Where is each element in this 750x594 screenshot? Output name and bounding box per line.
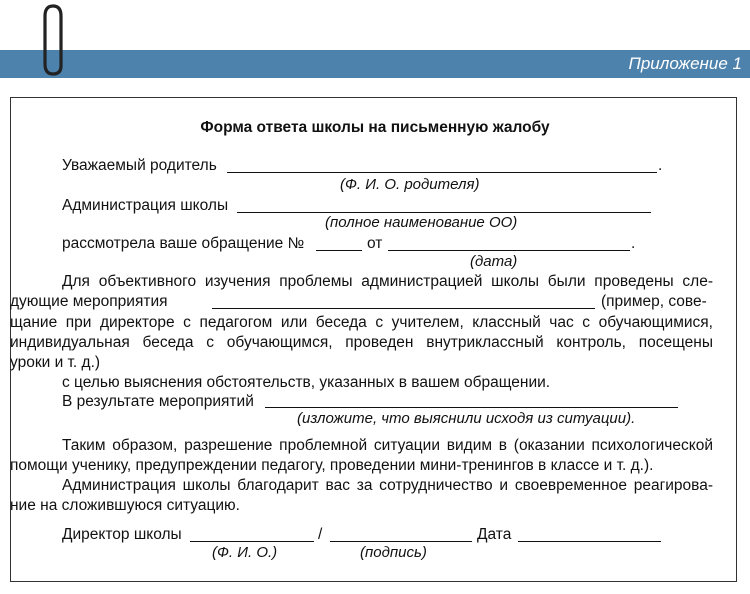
hint-result: (изложите, что выяснили исходя из ситуации). bbox=[297, 410, 636, 427]
signature-line[interactable] bbox=[330, 541, 472, 542]
paperclip-icon bbox=[35, 2, 71, 76]
from-label: от bbox=[367, 235, 383, 252]
hint-parent-name: (Ф. И. О. родителя) bbox=[340, 176, 480, 193]
form-title: Форма ответа школы на письменную жалобу bbox=[200, 119, 550, 136]
greeting-label: Уважаемый родитель bbox=[62, 157, 217, 174]
greeting-period: . bbox=[658, 157, 663, 174]
org-name-line[interactable] bbox=[237, 212, 651, 213]
hint-signature: (подпись) bbox=[360, 544, 427, 561]
date-label: Дата bbox=[477, 526, 512, 543]
appendix-label: Приложение 1 bbox=[628, 54, 742, 73]
p4-line1: Администрация школы благодарит вас за сотрудничество и своевременное реагирова- bbox=[62, 477, 713, 494]
p1-line2-end: (пример, сове- bbox=[601, 293, 707, 310]
slash-separator: / bbox=[318, 526, 323, 543]
request-number-line[interactable] bbox=[316, 250, 362, 251]
sign-date-line[interactable] bbox=[518, 541, 661, 542]
parent-name-line[interactable] bbox=[227, 172, 657, 173]
reviewed-period: . bbox=[631, 235, 636, 252]
admin-label: Администрация школы bbox=[62, 197, 229, 214]
p2-line: с целью выяснения обстоятельств, указанных в вашем обращении. bbox=[62, 374, 551, 391]
p1-line1: Для объективного изучения проблемы администрацией школы были проведены сле- bbox=[62, 273, 713, 290]
hint-org-name: (полное наименование ОО) bbox=[325, 214, 518, 231]
hint-date: (дата) bbox=[470, 253, 518, 270]
result-label: В результате мероприятий bbox=[62, 393, 254, 410]
p3-line1: Таким образом, разрешение проблемной ситуации видим в (оказании психологической bbox=[62, 437, 713, 454]
request-date-line[interactable] bbox=[388, 250, 630, 251]
result-line[interactable] bbox=[265, 407, 678, 408]
director-fio-line[interactable] bbox=[190, 541, 314, 542]
reviewed-label: рассмотрела ваше обращение № bbox=[62, 235, 305, 252]
director-label: Директор школы bbox=[62, 526, 182, 543]
hint-fio: (Ф. И. О.) bbox=[212, 544, 278, 561]
p1-line3: щание при директоре с педагогом или беседа с учителем, классный час с обучающимися, bbox=[10, 314, 713, 331]
activities-line[interactable] bbox=[212, 308, 595, 309]
p1-line2-start: дующие мероприятия bbox=[10, 293, 168, 310]
p1-line5: уроки и т. д.) bbox=[10, 354, 101, 371]
p4-line2: ние на сложившуюся ситуацию. bbox=[10, 497, 240, 514]
p1-line4: индивидуальная беседа с обучающимся, проведен внутриклассный контроль, посещены bbox=[10, 334, 713, 351]
p3-line2: помощи ученику, предупреждении педагогу, проведении мини-тренингов в классе и т. д.). bbox=[10, 457, 654, 474]
